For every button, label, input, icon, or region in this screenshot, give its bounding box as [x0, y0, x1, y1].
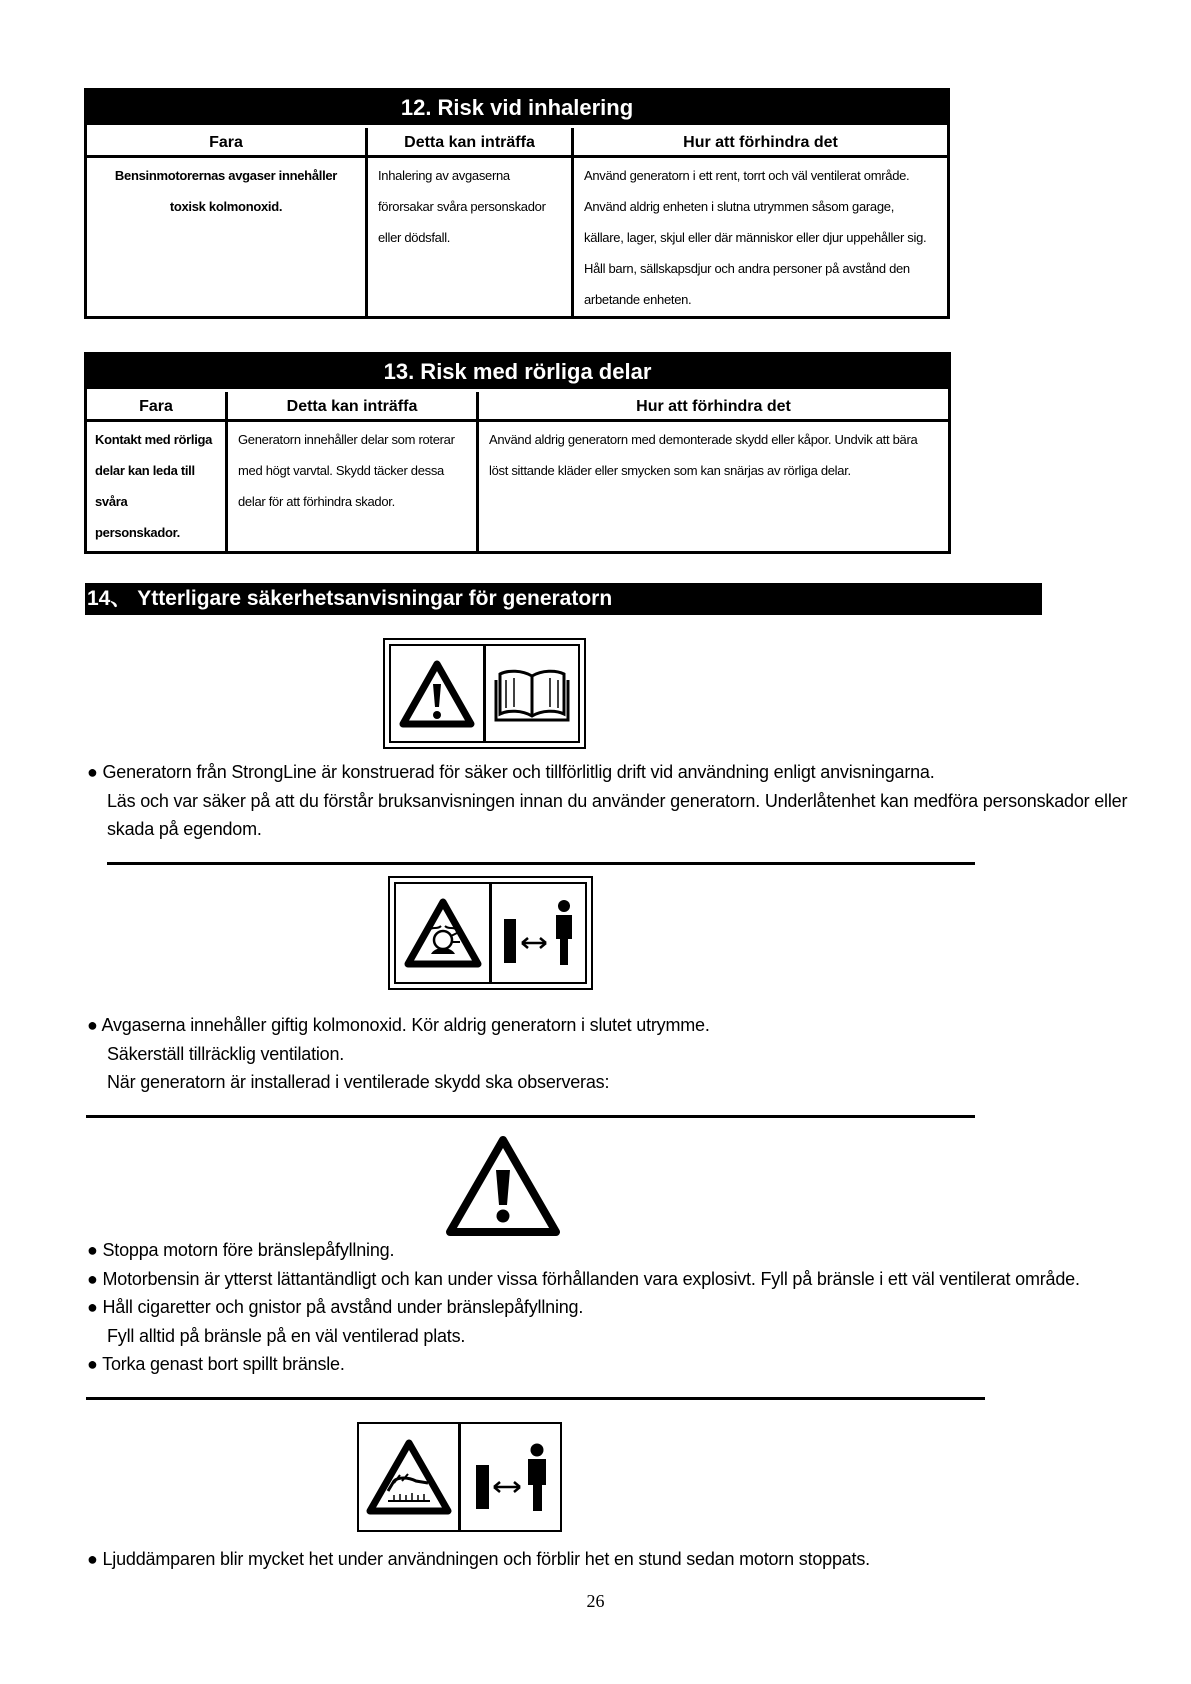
- warning-triangle-icon: [391, 646, 483, 741]
- instruction-block-1: [87, 758, 1127, 844]
- table13-consequence-cell: [228, 422, 479, 551]
- table12-danger-cell: [87, 158, 368, 316]
- divider: [107, 862, 975, 865]
- table12-header-prevention: Hur att förhindra det: [574, 128, 947, 158]
- table12-prevention-line: arbetande enheten.: [584, 292, 692, 307]
- table13-header-prevention: Hur att förhindra det: [479, 392, 948, 422]
- divider: [86, 1115, 975, 1118]
- instruction-line: Fyll alltid på bränsle på en väl ventilerad plats.: [107, 1325, 466, 1346]
- table12-prevention-line: Håll barn, sällskapsdjur och andra personer på avstånd den: [584, 261, 910, 276]
- instruction-line: ● Stoppa motorn före bränslepåfyllning.: [87, 1240, 395, 1260]
- table13-header-fara: Fara: [87, 392, 228, 422]
- table12-title: 12. Risk vid inhalering: [87, 91, 947, 128]
- pictogram-hot-distance: [357, 1422, 562, 1532]
- instruction-line: Säkerställ tillräcklig ventilation.: [107, 1043, 345, 1064]
- table12-header-consequence: Detta kan inträffa: [368, 128, 574, 158]
- instruction-line: När generatorn är installerad i ventilerade skydd ska observeras:: [107, 1072, 610, 1092]
- instruction-line: ● Generatorn från StrongLine är konstruerad för säker och tillförlitlig drift vid användning enligt anvisningarna.: [87, 762, 935, 782]
- table12-prevention-line: Använd generatorn i ett rent, torrt och väl ventilerat område.: [584, 168, 910, 183]
- keep-distance-icon: [489, 884, 585, 982]
- table13-prevention-cell: [479, 422, 948, 551]
- divider: [86, 1397, 985, 1400]
- table13-prevention-line: Använd aldrig generatorn med demonterade skydd eller kåpor. Undvik att bära: [489, 432, 918, 447]
- pictogram-toxic-distance: [388, 876, 593, 990]
- table12-header-fara: Fara: [87, 128, 368, 158]
- table13-header-consequence: Detta kan inträffa: [228, 392, 479, 422]
- table12-prevention-cell: [574, 158, 947, 317]
- table13-danger-line: personskador.: [95, 525, 180, 540]
- keep-distance-icon: [458, 1424, 560, 1530]
- hot-surface-icon: [359, 1424, 458, 1530]
- instruction-line: ● Avgaserna innehåller giftig kolmonoxid. Kör aldrig generatorn i slutet utrymme.: [87, 1015, 710, 1035]
- instruction-block-2: [87, 1011, 710, 1097]
- toxic-gas-icon: [396, 884, 489, 982]
- instruction-block-4: [87, 1545, 870, 1574]
- table13-title: 13. Risk med rörliga delar: [87, 355, 948, 392]
- page-number: 26: [586, 1591, 605, 1611]
- table12-prevention-line: källare, lager, skjul eller där människor eller djur uppehåller sig.: [584, 230, 927, 245]
- instruction-block-3: [87, 1236, 1080, 1379]
- manual-book-icon: [483, 646, 578, 741]
- section-14-heading: 14、 Ytterligare säkerhetsanvisningar för generatorn: [85, 583, 1042, 615]
- instruction-line: ● Torka genast bort spillt bränsle.: [87, 1354, 345, 1374]
- pictogram-warning-manual: [383, 638, 586, 749]
- table12-prevention-line: Använd aldrig enheten i slutna utrymmen såsom garage,: [584, 199, 895, 214]
- table12-danger-line: toxisk kolmonoxid.: [169, 199, 283, 214]
- table13-consequence-line: Generatorn innehåller delar som roterar: [238, 432, 455, 447]
- table12-consequence-line: Inhalering av avgaserna: [378, 168, 510, 183]
- table13-danger-cell: [87, 422, 228, 551]
- table12-consequence-line: eller dödsfall.: [378, 230, 451, 245]
- table12-consequence-cell: [368, 158, 574, 317]
- table13-danger-line: delar kan leda till: [95, 463, 195, 478]
- general-warning-icon: [442, 1132, 564, 1240]
- instruction-line: ● Håll cigaretter och gnistor på avstånd under bränslepåfyllning.: [87, 1297, 584, 1317]
- instruction-line: skada på egendom.: [107, 819, 262, 839]
- risk-table-13: [84, 352, 951, 554]
- table12-consequence-line: förorsakar svåra personskador: [378, 199, 546, 214]
- table13-danger-line: svåra: [95, 494, 128, 509]
- table13-consequence-line: delar för att förhindra skador.: [238, 494, 395, 509]
- table12-danger-line: Bensinmotorernas avgaser innehåller: [114, 168, 338, 183]
- table13-consequence-line: med högt varvtal. Skydd täcker dessa: [238, 463, 444, 478]
- risk-table-12: [84, 88, 950, 319]
- table13-prevention-line: löst sittande kläder eller smycken som kan snärjas av rörliga delar.: [489, 463, 851, 478]
- instruction-line: Läs och var säker på att du förstår bruksanvisningen innan du använder generatorn. Underlåtenhet kan medföra personskador eller: [107, 790, 1128, 811]
- table13-danger-line: Kontakt med rörliga: [95, 432, 213, 447]
- instruction-line: ● Ljuddämparen blir mycket het under användningen och förblir het en stund sedan motorn stoppats.: [87, 1549, 870, 1569]
- instruction-line: ● Motorbensin är ytterst lättantändligt och kan under vissa förhållanden vara explosivt. Fyll på bränsle i ett väl ventilerat område.: [87, 1268, 1080, 1289]
